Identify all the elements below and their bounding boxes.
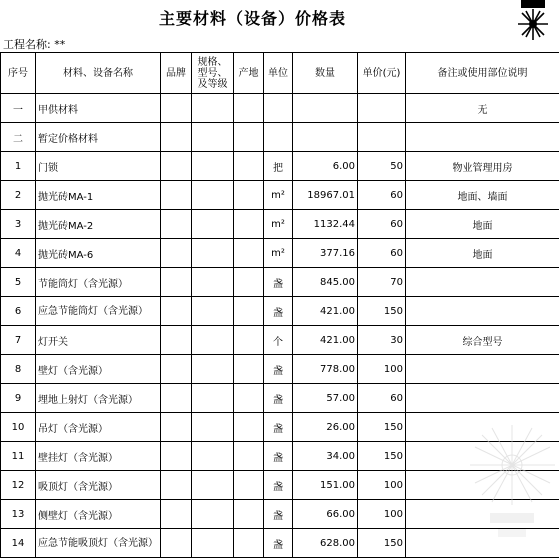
cell-brand [161,123,192,152]
cell-note: 地面、墙面 [406,181,559,210]
cell-name: 抛光砖MA-6 [36,239,161,268]
cell-qty: 18967.01 [293,181,358,210]
cell-spec [192,152,234,181]
cell-unit: m² [264,181,293,210]
cell-origin [234,500,264,529]
cell-spec [192,384,234,413]
cell-no: 11 [1,442,36,471]
cell-name: 节能筒灯（含光源） [36,268,161,297]
cell-price: 150 [358,442,406,471]
table-row [1,210,559,239]
cell-note [406,268,559,297]
header-name: 材料、设备名称 [36,53,161,94]
cell-qty: 628.00 [293,529,358,558]
cell-origin [234,94,264,123]
watermark-logo-icon [470,425,555,545]
cell-unit: 盏 [264,355,293,384]
cell-price [358,123,406,152]
cell-origin [234,355,264,384]
cell-price: 150 [358,529,406,558]
cell-price [358,94,406,123]
cell-price: 150 [358,297,406,326]
cell-spec [192,500,234,529]
cell-brand [161,152,192,181]
cell-origin [234,123,264,152]
cell-unit: 盏 [264,529,293,558]
cell-qty: 845.00 [293,268,358,297]
cell-unit: 个 [264,326,293,355]
cell-spec [192,268,234,297]
cell-brand [161,529,192,558]
cell-spec [192,181,234,210]
cell-note [406,297,559,326]
header-qty: 数量 [293,53,358,94]
cell-brand [161,500,192,529]
table-row [1,181,559,210]
cell-origin [234,471,264,500]
cell-name: 门锁 [36,152,161,181]
cell-qty: 57.00 [293,384,358,413]
cell-no: 8 [1,355,36,384]
cell-unit: m² [264,239,293,268]
cell-unit: 把 [264,152,293,181]
cell-name: 抛光砖MA-1 [36,181,161,210]
header-no: 序号 [1,53,36,94]
cell-qty: 1132.44 [293,210,358,239]
cell-qty: 421.00 [293,326,358,355]
cell-no: 6 [1,297,36,326]
cell-price: 100 [358,500,406,529]
cell-name: 灯开关 [36,326,161,355]
cell-origin [234,442,264,471]
cell-name: 甲供材料 [36,94,161,123]
cell-unit: 盏 [264,384,293,413]
cell-unit [264,123,293,152]
cell-spec [192,297,234,326]
cell-price: 50 [358,152,406,181]
cell-origin [234,413,264,442]
project-name-label: 工程名称: ** [3,38,66,51]
cell-name: 壁灯（含光源） [36,355,161,384]
cell-price: 70 [358,268,406,297]
cell-qty [293,123,358,152]
table-row [1,384,559,413]
cell-origin [234,210,264,239]
cell-no: 12 [1,471,36,500]
cell-unit: 盏 [264,413,293,442]
cell-price: 100 [358,355,406,384]
header-note: 备注或使用部位说明 [406,53,559,94]
cell-no: 4 [1,239,36,268]
cell-no: 7 [1,326,36,355]
cell-price: 60 [358,239,406,268]
cell-note [406,384,559,413]
cell-spec [192,326,234,355]
cell-origin [234,239,264,268]
cell-qty: 66.00 [293,500,358,529]
cell-price: 60 [358,210,406,239]
cell-price: 100 [358,471,406,500]
cell-spec [192,123,234,152]
cell-name: 应急节能筒灯（含光源） [36,297,161,326]
cell-no: 9 [1,384,36,413]
cell-name: 吸顶灯（含光源） [36,471,161,500]
cell-no: 5 [1,268,36,297]
cell-qty: 26.00 [293,413,358,442]
cell-note: 地面 [406,210,559,239]
cell-brand [161,210,192,239]
page-title: 主要材料（设备）价格表 [158,9,346,28]
table-row [1,268,559,297]
cell-qty: 421.00 [293,297,358,326]
cell-note [406,355,559,384]
cell-no: 一 [1,94,36,123]
cell-unit: m² [264,210,293,239]
cell-no: 14 [1,529,36,558]
cell-qty: 151.00 [293,471,358,500]
cell-qty: 377.16 [293,239,358,268]
cell-brand [161,268,192,297]
cell-spec [192,210,234,239]
table-header-row [1,53,559,94]
cell-unit: 盏 [264,442,293,471]
cell-brand [161,94,192,123]
cell-qty [293,94,358,123]
header-origin: 产地 [234,53,264,94]
cell-origin [234,326,264,355]
cell-name: 吊灯（含光源） [36,413,161,442]
cell-price: 30 [358,326,406,355]
cell-spec [192,442,234,471]
table-row [1,123,559,152]
table-row [1,239,559,268]
cell-note: 地面 [406,239,559,268]
cell-qty: 6.00 [293,152,358,181]
cell-brand [161,384,192,413]
cell-qty: 34.00 [293,442,358,471]
cell-name: 壁挂灯（含光源） [36,442,161,471]
table-row [1,326,559,355]
cell-brand [161,413,192,442]
cell-unit: 盏 [264,471,293,500]
cell-no: 二 [1,123,36,152]
table-row [1,94,559,123]
cell-no: 1 [1,152,36,181]
cell-origin [234,268,264,297]
cell-brand [161,442,192,471]
cell-origin [234,297,264,326]
cell-price: 60 [358,384,406,413]
cell-spec [192,471,234,500]
cell-note: 综合型号 [406,326,559,355]
cell-spec [192,529,234,558]
header-price: 单价(元) [358,53,406,94]
cell-note [406,123,559,152]
cell-origin [234,384,264,413]
cell-no: 13 [1,500,36,529]
cell-no: 3 [1,210,36,239]
header-spec: 规格、型号、及等级 [192,53,234,94]
table-row [1,152,559,181]
cell-note: 物业管理用房 [406,152,559,181]
table-row [1,297,559,326]
cell-spec [192,413,234,442]
cell-brand [161,471,192,500]
cell-origin [234,181,264,210]
cell-no: 2 [1,181,36,210]
cell-unit: 盏 [264,500,293,529]
cell-brand [161,239,192,268]
cell-name: 暂定价格材料 [36,123,161,152]
header-unit: 单位 [264,53,293,94]
cell-brand [161,355,192,384]
cell-spec [192,355,234,384]
cell-name: 侧壁灯（含光源） [36,500,161,529]
cell-qty: 778.00 [293,355,358,384]
cell-unit: 盏 [264,268,293,297]
header-brand: 品牌 [161,53,192,94]
cell-brand [161,181,192,210]
cell-unit [264,94,293,123]
cell-unit: 盏 [264,297,293,326]
cell-no: 10 [1,413,36,442]
cell-origin [234,152,264,181]
cell-name: 埋地上射灯（含光源） [36,384,161,413]
cell-brand [161,297,192,326]
cell-spec [192,94,234,123]
cell-name: 应急节能吸顶灯（含光源） [36,529,161,558]
cell-name: 抛光砖MA-2 [36,210,161,239]
cell-origin [234,529,264,558]
cell-brand [161,326,192,355]
cell-spec [192,239,234,268]
cell-note: 无 [406,94,559,123]
cell-price: 60 [358,181,406,210]
cell-price: 150 [358,413,406,442]
table-row [1,355,559,384]
logo-icon [506,0,559,40]
